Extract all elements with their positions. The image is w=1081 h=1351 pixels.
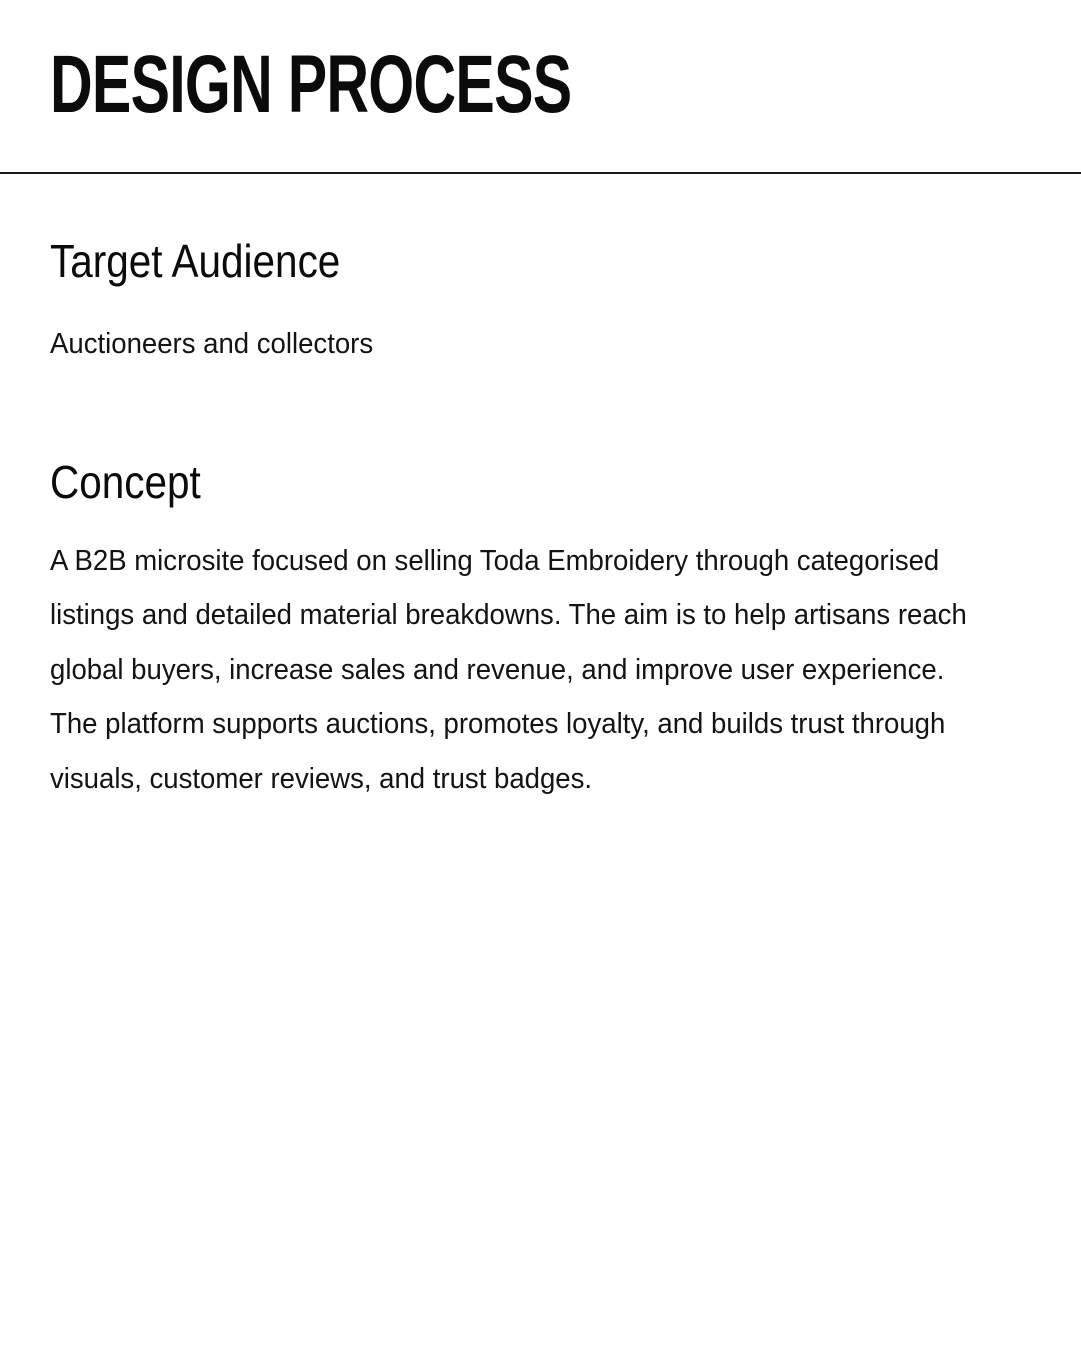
section-target-audience xyxy=(50,174,1031,371)
section-body-target-audience: Auctioneers and collectors xyxy=(50,327,374,360)
page-title: DESIGN PROCESS xyxy=(50,39,572,130)
document-content xyxy=(0,174,1081,806)
section-concept xyxy=(50,371,1031,806)
section-heading-concept: Concept xyxy=(50,456,201,509)
section-heading-target-audience: Target Audience xyxy=(50,235,341,287)
section-body-concept: A B2B microsite focused on selling Toda Embroidery through categorised listings and detailed material breakdowns. The aim is to help artisans reach global buyers, increase sales and revenue, and improve user experience. The platform supports auctions, promotes loyalty, and builds trust through visuals, customer reviews, and trust badges. xyxy=(50,544,967,795)
document-header xyxy=(0,0,1081,130)
